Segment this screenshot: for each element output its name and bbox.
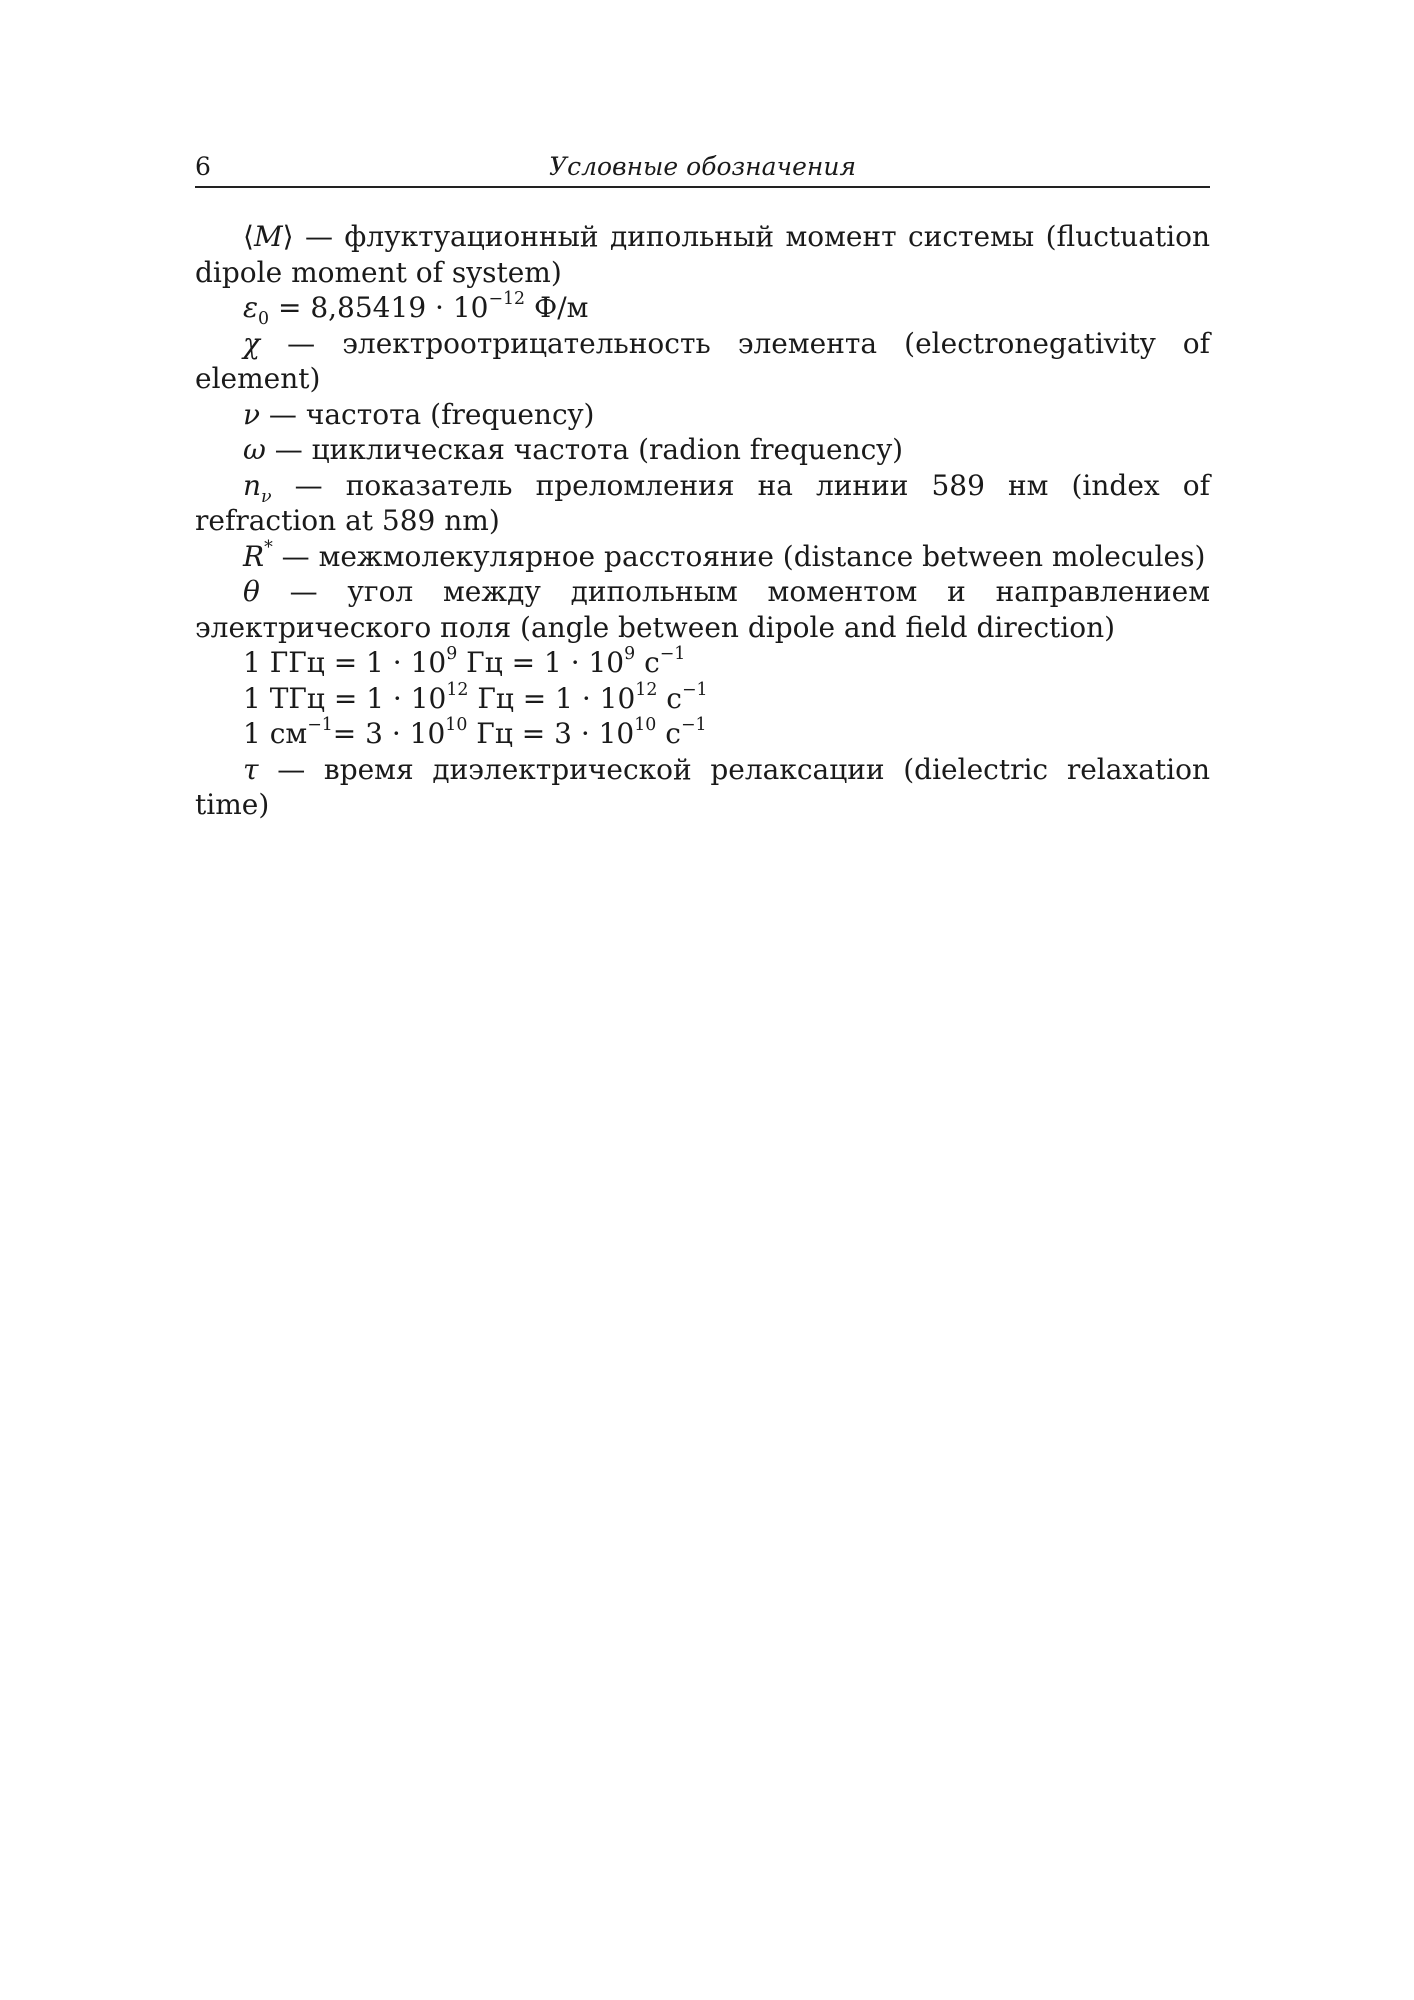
entry-theta (195, 574, 1210, 645)
unit: Ф/м (525, 291, 589, 324)
entry-text: — флуктуационный дипольный момент системы (fluctuation dipole moment of system) (195, 220, 1210, 289)
subscript: 0 (258, 309, 270, 330)
symbol-nu: ν (243, 397, 261, 431)
formula-part: с (657, 681, 682, 715)
exponent: 12 (446, 679, 469, 700)
exponent: 10 (634, 715, 657, 736)
exponent: −12 (488, 289, 526, 310)
exponent: 10 (445, 715, 468, 736)
running-title: Условные обозначения (549, 152, 856, 181)
entry-tau (195, 752, 1210, 823)
entry-omega (195, 432, 1210, 468)
entry-text: — угол между дипольным моментом и направлением электрического поля (angle between dipole and field direction) (195, 575, 1210, 644)
formula-part: 1 см (243, 717, 308, 750)
symbol-epsilon: ε (243, 291, 259, 324)
symbol-m: M (253, 220, 283, 253)
entry-chi (195, 326, 1210, 397)
notation-list (195, 219, 1210, 823)
entry-nu (195, 397, 1210, 433)
formula-part: = 3 · 10 (332, 717, 446, 750)
entry-refraction-index (195, 468, 1210, 539)
page-header (195, 148, 1210, 188)
symbol-r: R (243, 539, 265, 573)
entry-ghz-conversion (195, 645, 1210, 681)
symbol-theta: θ (243, 575, 260, 608)
formula-part: Гц = 1 · 10 (457, 646, 625, 679)
exponent: 9 (624, 644, 636, 665)
entry-text: — электроотрицательность элемента (electronegativity of element) (195, 326, 1210, 395)
entry-epsilon0 (195, 289, 1210, 330)
entry-dipole-moment (195, 219, 1210, 290)
superscript: * (264, 537, 273, 558)
angle-close: ⟩ (282, 220, 294, 253)
formula-part: с (656, 717, 681, 750)
exponent: −1 (307, 715, 333, 736)
symbol-chi: χ (243, 326, 260, 360)
entry-text: — межмолекулярное расстояние (distance between molecules) (272, 539, 1206, 573)
page-number: 6 (195, 152, 211, 181)
formula-part: Гц = 3 · 10 (467, 717, 635, 750)
formula-part: с (635, 646, 660, 679)
symbol-omega: ω (243, 433, 266, 466)
angle-open: ⟨ (243, 220, 254, 253)
entry-text: — показатель преломления на линии 589 нм (index of refraction at 589 nm) (195, 468, 1210, 537)
symbol-n: n (243, 468, 262, 502)
entry-text: — частота (frequency) (260, 397, 595, 431)
entry-wavenumber-conversion (195, 716, 1210, 752)
exponent: −1 (659, 644, 686, 665)
exponent: −1 (680, 715, 707, 736)
exponent: 9 (446, 644, 458, 665)
entry-text: — время диэлектрической релаксации (dielectric relaxation time) (195, 752, 1210, 821)
exponent: 12 (635, 679, 658, 700)
formula-part: 1 ГГц = 1 · 10 (243, 646, 447, 679)
formula-part: 1 ТГц = 1 · 10 (243, 681, 447, 715)
subscript: ν (261, 486, 272, 507)
symbol-tau: τ (243, 752, 259, 786)
entry-thz-conversion (195, 681, 1210, 717)
entry-text: = 8,85419 · 10 (269, 291, 489, 324)
exponent: −1 (681, 679, 708, 700)
entry-text: — циклическая частота (radion frequency) (265, 433, 904, 466)
entry-distance (195, 539, 1210, 575)
formula-part: Гц = 1 · 10 (468, 681, 636, 715)
